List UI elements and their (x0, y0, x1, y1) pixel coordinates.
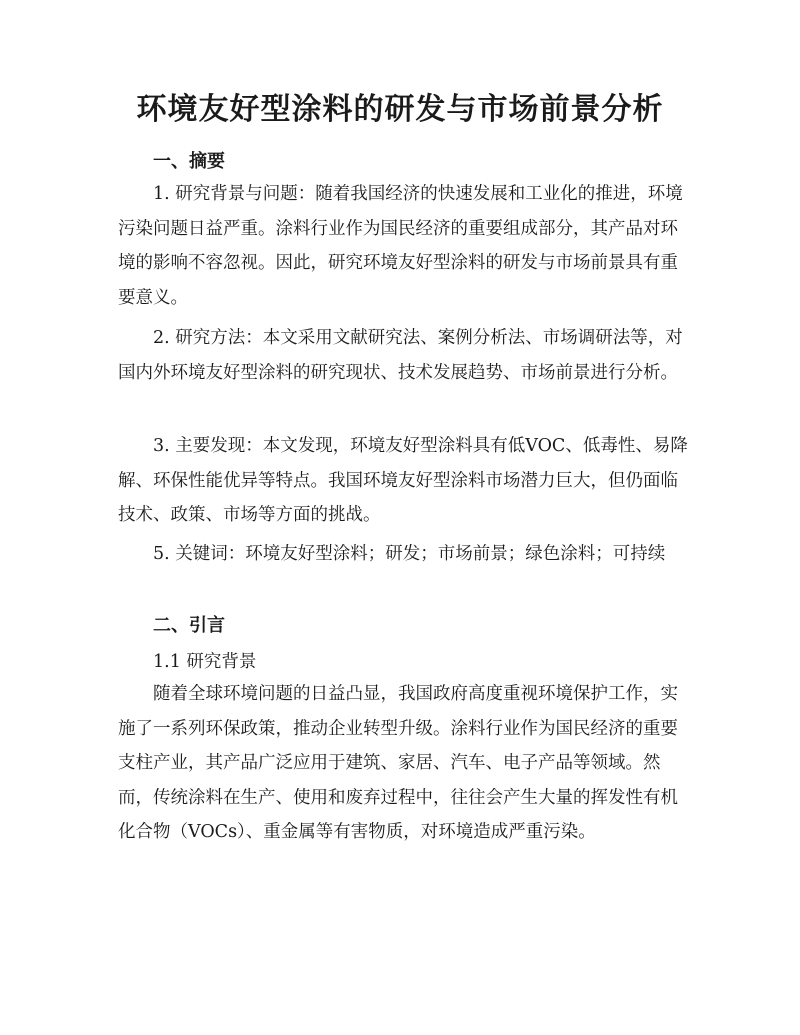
abstract-item-methods: 2. 研究方法：本文采用文献研究法、案例分析法、市场调研法等，对国内外环境友好型涂料的研究现状、技术发展趋势、市场前景进行分析。 (118, 328, 683, 383)
page-title: 环境友好型涂料的研发与市场前景分析 (136, 92, 664, 127)
introduction-paragraph: 随着全球环境问题的日益凸显，我国政府高度重视环境保护工作，实施了一系列环保政策，推动企业转型升级。涂料行业作为国民经济的重要支柱产业，其产品广泛应用于建筑、家居、汽车、电子产品等领域。然而，传统涂料在生产、使用和废弃过程中，往往会产生大量的挥发性有机化合物（VOCs）、重金属等有害物质，对环境造成严重污染。 (118, 684, 678, 843)
abstract-item-findings: 3. 主要发现：本文发现，环境友好型涂料具有低VOC、低毒性、易降解、环保性能优异等特点。我国环境友好型涂料市场潜力巨大，但仍面临技术、政策、市场等方面的挑战。 (118, 436, 688, 526)
abstract-item-background: 1. 研究背景与问题：随着我国经济的快速发展和工业化的推进，环境污染问题日益严重。涂料行业作为国民经济的重要组成部分，其产品对环境的影响不容忽视。因此，研究环境友好型涂料的研发与市场前景具有重要意义。 (118, 184, 683, 308)
abstract-item-keywords: 5. 关键词：环境友好型涂料；研发；市场前景；绿色涂料；可持续 (153, 544, 666, 564)
section-heading-abstract: 一、摘要 (153, 151, 225, 172)
subsection-heading-background: 1.1 研究背景 (153, 652, 257, 672)
section-heading-introduction: 二、引言 (153, 615, 225, 636)
